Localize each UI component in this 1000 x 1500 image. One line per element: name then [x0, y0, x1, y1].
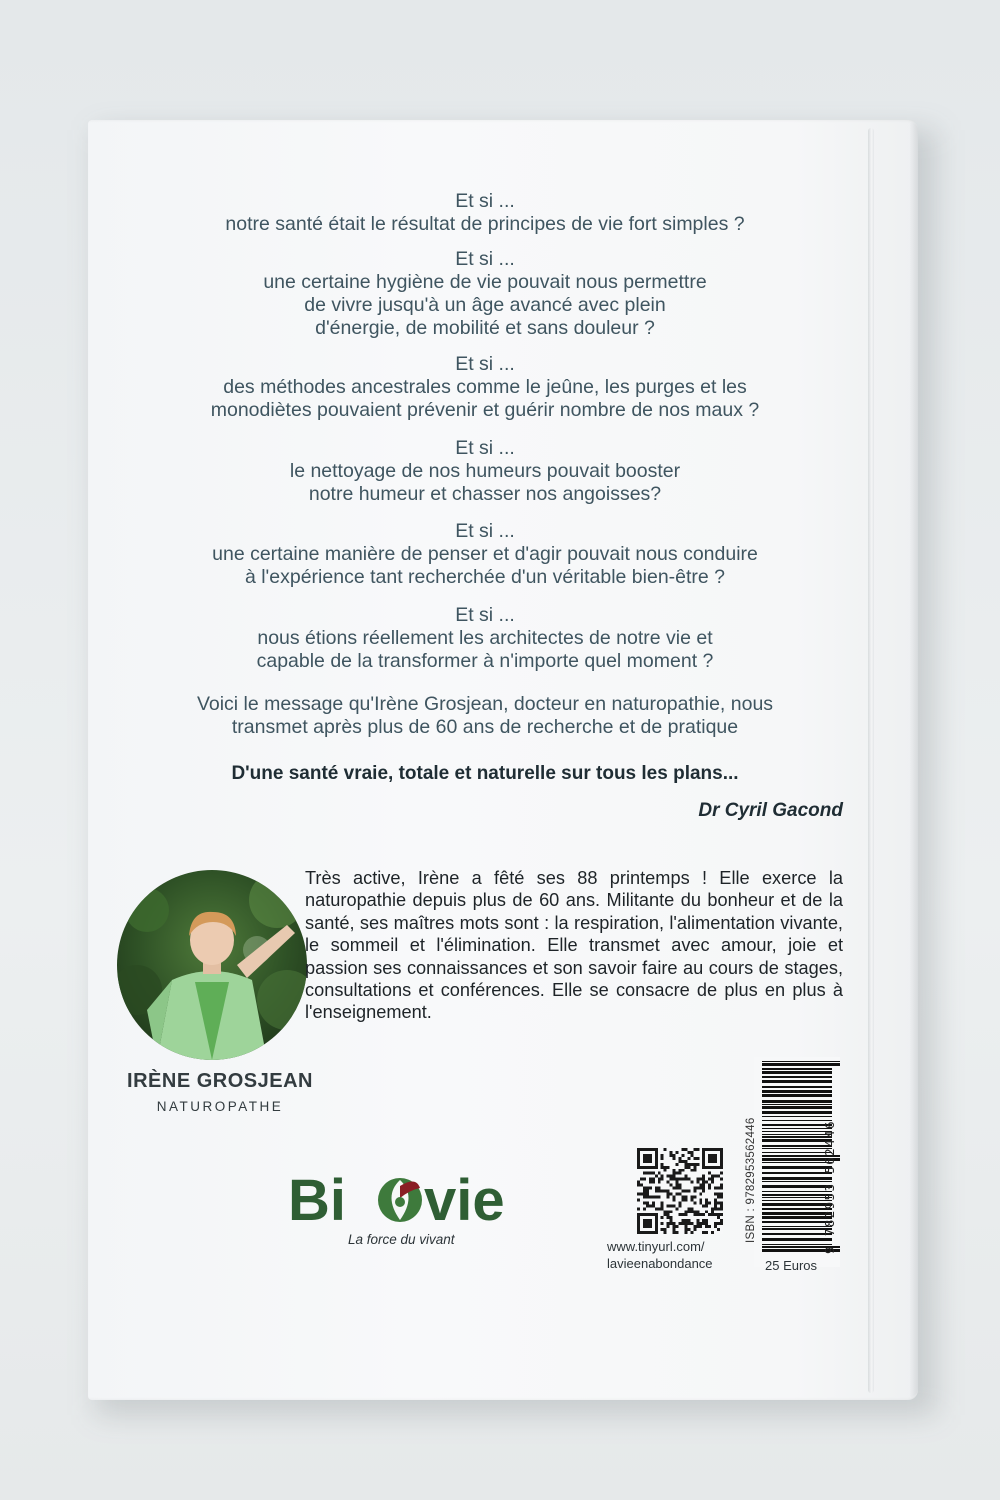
teaser-line: le nettoyage de nos humeurs pouvait booster [289, 460, 681, 482]
teaser-line: une certaine manière de penser et d'agir pouvait nous conduire [212, 543, 758, 565]
teaser-line: Et si ... [455, 248, 515, 270]
teaser-line: des méthodes ancestrales comme le jeûne, les purges et les [223, 376, 747, 398]
teaser-block [150, 353, 820, 422]
teaser-line: une certaine hygiène de vie pouvait nous permettre [263, 271, 707, 293]
teaser-line: Et si ... [455, 190, 515, 212]
teaser-block [150, 604, 820, 673]
message-line: transmet après plus de 60 ans de recherche et de pratique [231, 716, 739, 738]
teaser-line: capable de la transformer à n'importe quel moment ? [256, 650, 714, 672]
spine-edge [910, 122, 918, 1397]
teaser-block [150, 520, 820, 589]
teaser-line: monodiètes pouvaient prévenir et guérir nombre de nos maux ? [210, 399, 760, 421]
qr-code [637, 1148, 723, 1234]
author-portrait [117, 870, 307, 1060]
teaser-line: de vivre jusqu'à un âge avancé avec plein [304, 294, 666, 316]
website-link[interactable] [607, 1238, 757, 1272]
price-label: 25 Euros [765, 1258, 818, 1273]
teaser-block [150, 437, 820, 506]
logo-slogan: La force du vivant [348, 1232, 455, 1247]
url-line: lavieenabondance [607, 1256, 713, 1271]
author-bio: Très active, Irène a fêté ses 88 printemps ! Elle exerce la naturopathie depuis plus de 60 ans. Militante du bonheur et de la santé, ses maîtres mots sont : la respiration, l'alimentation vivante, le sommeil et l'élimination. Elle transmet avec amour, joie et passion ses connaissances et son savoir faire au cours de stages, consultations et conférences. Elle se consacre de plus en plus à l'enseignement. [305, 868, 843, 1023]
cover-hinge [868, 128, 874, 1393]
url-line: www.tinyurl.com/ [607, 1239, 705, 1254]
teaser-line: d'énergie, de mobilité et sans douleur ? [315, 317, 655, 339]
author-role: NATUROPATHE [156, 1099, 284, 1114]
leaf-icon [378, 1178, 422, 1222]
isbn-label: ISBN : 9782953562446 [745, 1117, 757, 1243]
barcode-digits: 9 782953 562446 [822, 1120, 837, 1254]
teaser-line: Et si ... [455, 353, 515, 375]
author-name: IRÈNE GROSJEAN [127, 1070, 313, 1092]
logo-wordmark-b: Bi [288, 1168, 346, 1233]
message-line: Voici le message qu'Irène Grosjean, docteur en naturopathie, nous [196, 693, 774, 715]
teaser-line: Et si ... [455, 604, 515, 626]
publisher-logo [288, 1168, 578, 1248]
teaser-block [150, 248, 820, 340]
teaser-line: Et si ... [455, 520, 515, 542]
teaser-line: notre santé était le résultat de principes de vie fort simples ? [225, 213, 745, 235]
signature: Dr Cyril Gacond [698, 800, 843, 821]
author-message [150, 693, 820, 739]
logo-wordmark-vie: vie [424, 1168, 505, 1233]
teaser-line: nous étions réellement les architectes de notre vie et [257, 627, 713, 649]
tagline: D'une santé vraie, totale et naturelle sur tous les plans... [231, 763, 739, 784]
teaser-line: notre humeur et chasser nos angoisses? [308, 483, 662, 505]
teaser-block [150, 190, 820, 236]
teaser-line: Et si ... [455, 437, 515, 459]
teaser-line: à l'expérience tant recherchée d'un véritable bien-être ? [244, 566, 726, 588]
